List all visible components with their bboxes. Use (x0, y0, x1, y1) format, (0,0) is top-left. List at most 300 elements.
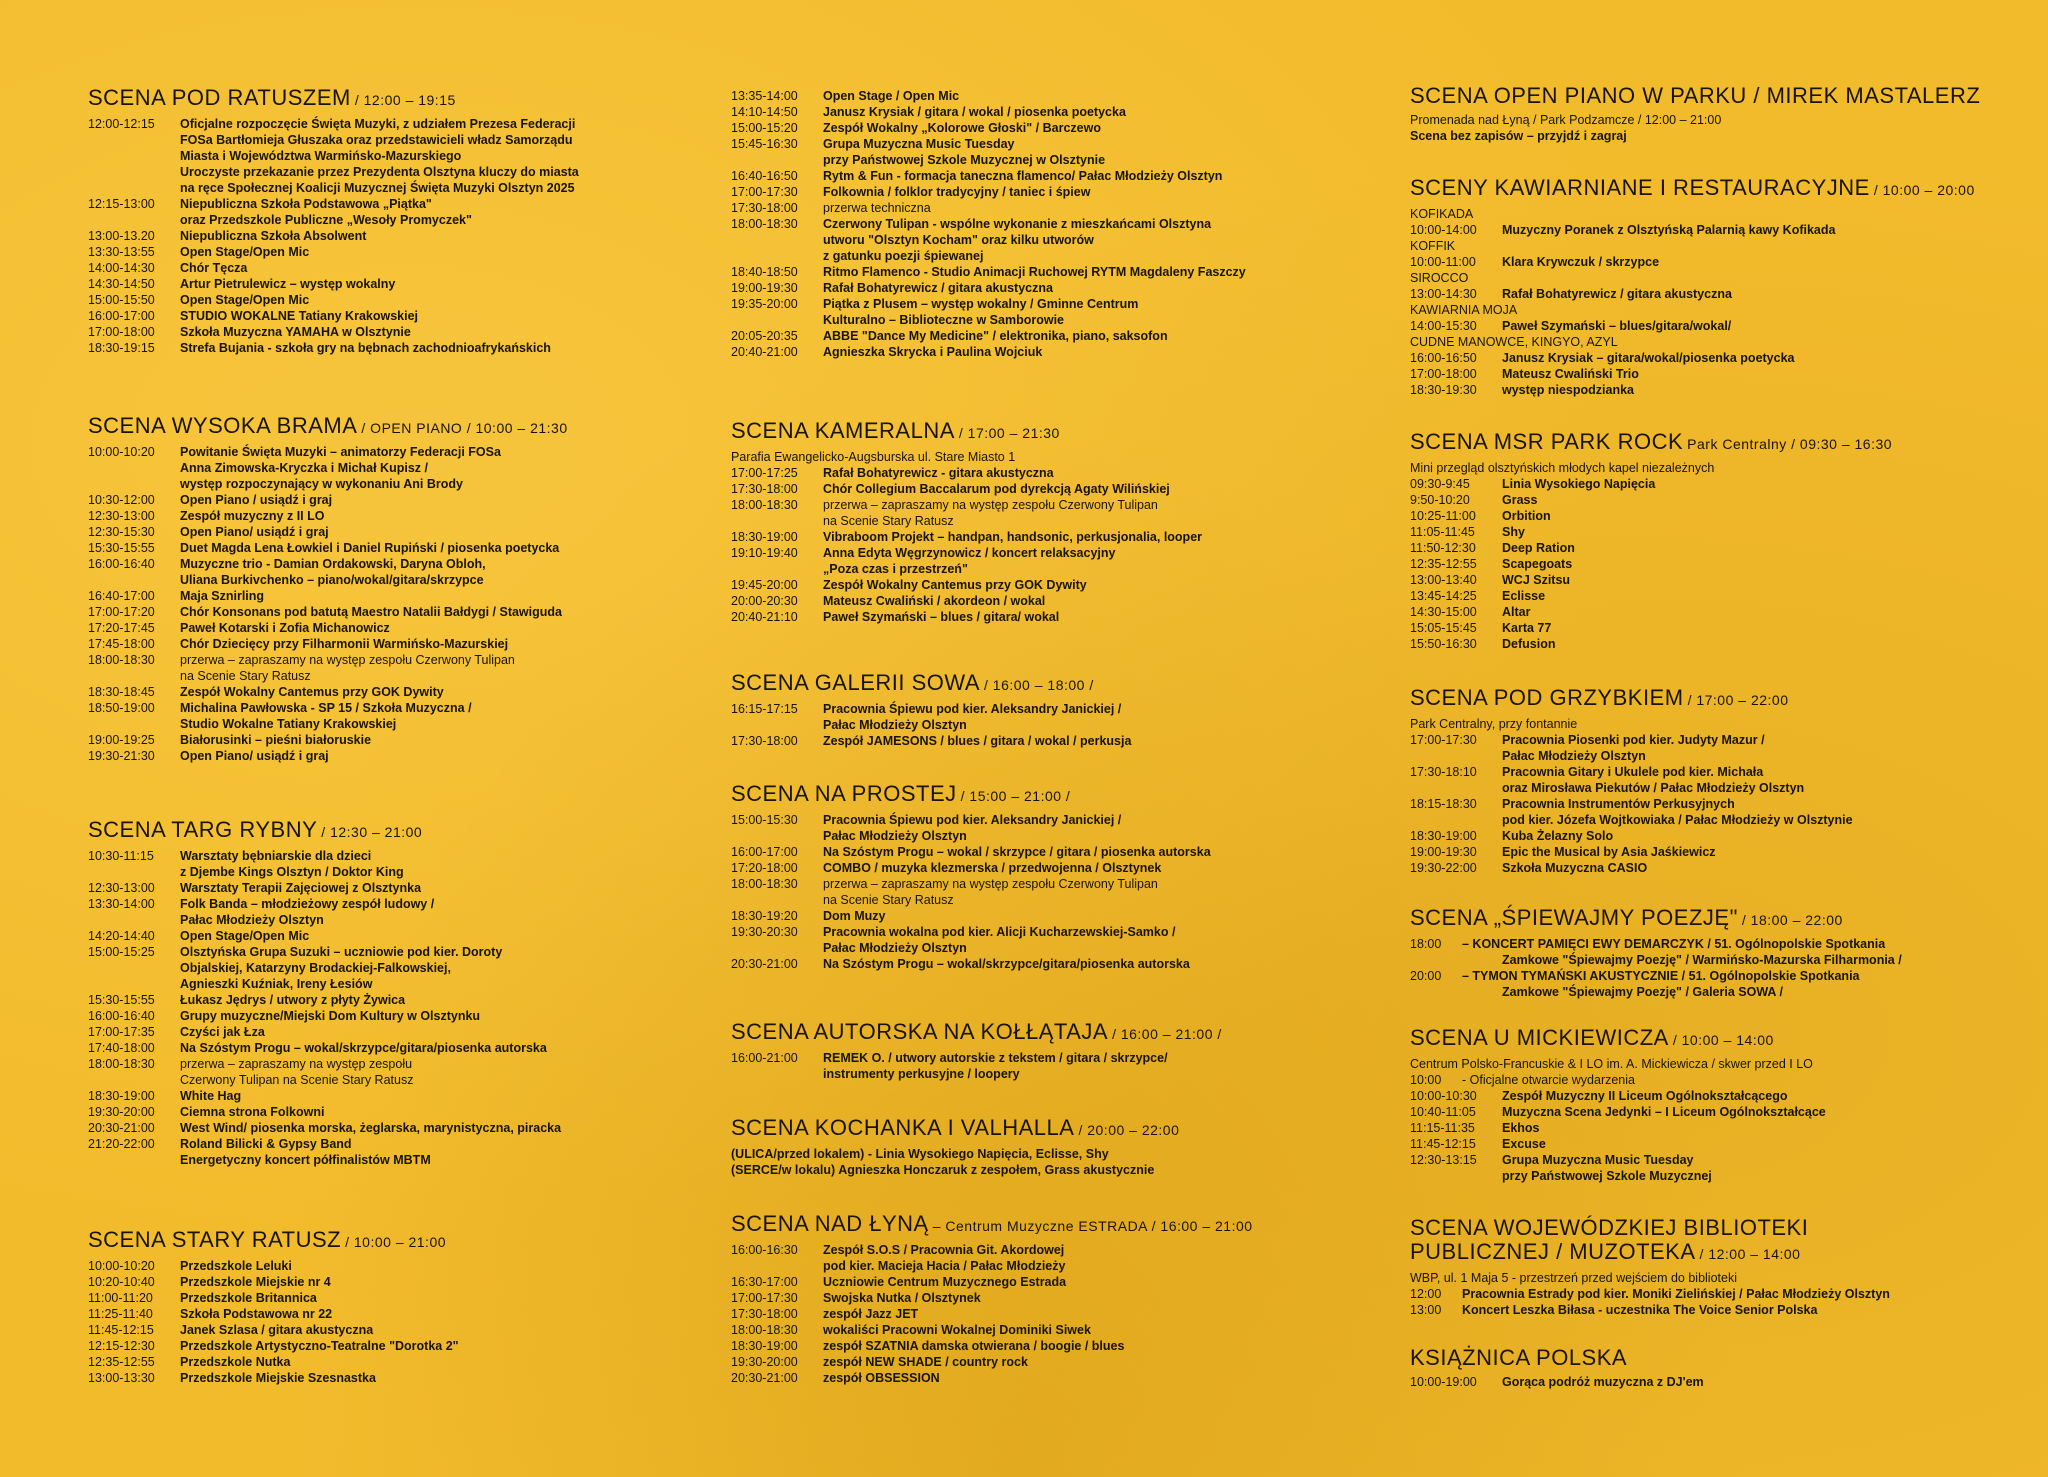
performer: Na Szóstym Progu – wokal/skrzypce/gitara/piosenka autorska (823, 957, 1190, 971)
stage-name: SCENA WYSOKA BRAMA (88, 413, 358, 438)
schedule-row (88, 1040, 708, 1056)
performer: – KONCERT PAMIĘCI EWY DEMARCZYK / 51. Ogólnopolskie Spotkania (1462, 937, 1886, 951)
schedule-row (88, 668, 708, 684)
stage-title (1410, 1346, 2030, 1370)
schedule-row (1410, 524, 2030, 540)
time-slot: 12:30-15:30 (88, 525, 155, 539)
schedule-row (88, 1072, 708, 1088)
time-slot: 16:00-17:00 (88, 309, 155, 323)
stage-title (731, 419, 1371, 445)
schedule-row (88, 1088, 708, 1104)
stage-hours: Park Centralny / 09:30 – 16:30 (1687, 436, 1893, 452)
performer: REMEK O. / utwory autorskie z tekstem / gitara / skrzypce/ (823, 1051, 1168, 1065)
time-slot: 13:45-14:25 (1410, 589, 1477, 603)
schedule-row (1410, 636, 2030, 652)
time-slot: 19:30-21:30 (88, 749, 155, 763)
time-slot: 10:30-11:15 (88, 849, 154, 863)
performer: Pałac Młodzieży Olsztyn (1502, 749, 1646, 763)
time-slot: 12:30-13:00 (88, 881, 155, 895)
schedule-row (731, 593, 1371, 609)
time-slot: 18:00-18:30 (731, 217, 798, 231)
section-kawiarniane (1410, 176, 2030, 398)
schedule-row (88, 196, 708, 212)
time-slot: 14:30-15:00 (1410, 605, 1477, 619)
performer: oraz Mirosława Piekutów / Pałac Młodzieży Olsztyn (1502, 781, 1805, 795)
time-slot (88, 148, 180, 164)
stage-hours: / 16:00 – 18:00 / (984, 677, 1094, 693)
section-wysoka-brama (88, 414, 708, 764)
schedule-row (731, 513, 1371, 529)
performer: Na Szóstym Progu – wokal / skrzypce / gitara / piosenka autorska (823, 845, 1211, 859)
performer: Pracownia Instrumentów Perkusyjnych (1502, 797, 1735, 811)
performer: (SERCE/w lokalu) Agnieszka Honczaruk z zespołem, Grass akustycznie (731, 1163, 1155, 1177)
time-slot: 18:30-19:00 (731, 1339, 798, 1353)
performer: występ niespodzianka (1502, 383, 1634, 397)
performer: Ciemna strona Folkowni (180, 1105, 325, 1119)
performer: przy Państwowej Szkole Muzycznej w Olsztynie (823, 153, 1106, 167)
performer: Koncert Leszka Biłasa - uczestnika The Voice Senior Polska (1462, 1303, 1818, 1317)
performer: przerwa – zapraszamy na występ zespołu Czerwony Tulipan (180, 653, 515, 667)
performer: Artur Pietrulewicz – występ wokalny (180, 277, 396, 291)
section-ratusz-continued (731, 88, 1371, 360)
stage-title (88, 414, 708, 440)
stage-title (1410, 84, 2030, 108)
stage-hours: / 16:00 – 21:00 / (1112, 1026, 1222, 1042)
performer: Uroczyste przekazanie przez Prezydenta Olsztyna kluczy do miasta (180, 165, 579, 179)
stage-hours: / 17:00 – 21:30 (958, 425, 1060, 441)
performer: Zespół Muzyczny II Liceum Ogólnokształcącego (1502, 1089, 1788, 1103)
performer: Agnieszka Skrycka i Paulina Wojciuk (823, 345, 1043, 359)
time-slot: 17:00-17:30 (731, 1291, 798, 1305)
schedule-row (88, 912, 708, 928)
performer: Zespół S.O.S / Pracownia Git. Akordowej (823, 1243, 1065, 1257)
time-slot (88, 716, 180, 732)
performer: Muzyczna Scena Jedynki – I Liceum Ogólnokształcące (1502, 1105, 1826, 1119)
stage-title (1410, 686, 2030, 712)
schedule-row (88, 976, 708, 992)
stage-name-line2: PUBLICZNEJ / MUZOTEKA (1410, 1239, 1696, 1264)
time-slot: 19:00-19:30 (1410, 845, 1477, 859)
stage-location: Promenada nad Łyną / Park Podzamcze / 12:00 – 21:00 (1410, 113, 1722, 127)
performer: Uczniowie Centrum Muzycznego Estrada (823, 1275, 1067, 1289)
performer: Strefa Bujania - szkoła gry na bębnach zachodnioafrykańskich (180, 341, 551, 355)
schedule-row (731, 1066, 1371, 1082)
stage-hours: / 15:00 – 21:00 / (960, 788, 1071, 804)
schedule-row (1410, 1374, 2030, 1390)
time-slot: 18:00 (1410, 937, 1442, 951)
schedule-row (731, 529, 1371, 545)
time-slot: 14:00-14:30 (88, 261, 155, 275)
schedule-row (88, 1024, 708, 1040)
performer: Klara Krywczuk / skrzypce (1502, 255, 1660, 269)
schedule-row (88, 492, 708, 508)
schedule-row (88, 732, 708, 748)
schedule-row (1410, 984, 2030, 1000)
schedule-row (1410, 254, 2030, 270)
time-slot: 11:25-11:40 (88, 1307, 153, 1321)
schedule-row (88, 1290, 708, 1306)
schedule-row (88, 604, 708, 620)
stage-title (88, 818, 708, 844)
performer: Muzyczny Poranek z Olsztyńską Palarnią kawy Kofikada (1502, 223, 1836, 237)
schedule-row (731, 232, 1371, 248)
time-slot (731, 940, 823, 956)
stage-name: SCENA NA PROSTEJ (731, 781, 957, 806)
performer: Ekhos (1502, 1121, 1540, 1135)
time-slot (88, 460, 180, 476)
schedule-row (1410, 476, 2030, 492)
performer: Scena bez zapisów – przyjdź i zagraj (1410, 129, 1627, 143)
schedule-row (88, 1322, 708, 1338)
schedule-row (1410, 1104, 2030, 1120)
schedule-row (88, 260, 708, 276)
time-slot: 17:00-17:35 (88, 1025, 155, 1039)
performer: Anna Zimowska-Kryczka i Michał Kupisz / (180, 461, 428, 475)
performer: Janek Szlasa / gitara akustyczna (180, 1323, 374, 1337)
time-slot: 12:00 (1410, 1287, 1442, 1301)
performer: Epic the Musical by Asia Jaśkiewicz (1502, 845, 1716, 859)
schedule-row (1410, 382, 2030, 398)
schedule-row (731, 1162, 1371, 1178)
schedule-row (88, 1354, 708, 1370)
schedule-row (1410, 1302, 2030, 1318)
schedule-row (88, 1338, 708, 1354)
time-slot: 19:30-20:30 (731, 925, 798, 939)
time-slot: 10:00-10:20 (88, 445, 155, 459)
performer: na Scenie Stary Ratusz (823, 893, 954, 907)
time-slot: 20:30-21:00 (731, 1371, 798, 1385)
performer: na Scenie Stary Ratusz (823, 514, 954, 528)
performer: Agnieszki Kuźniak, Ireny Łesiów (180, 977, 373, 991)
performer: Excuse (1502, 1137, 1546, 1151)
schedule-row (731, 717, 1371, 733)
time-slot: 13:00-13.20 (88, 229, 155, 243)
performer: Pracownia Gitary i Ukulele pod kier. Michała (1502, 765, 1764, 779)
time-slot: 19:00-19:30 (731, 281, 798, 295)
time-slot: 14:00-15:30 (1410, 319, 1477, 333)
time-slot: 12:35-12:55 (88, 1355, 155, 1369)
performer: Orbition (1502, 509, 1551, 523)
schedule-row (88, 132, 708, 148)
performer: Folkownia / folklor tradycyjny / taniec i śpiew (823, 185, 1091, 199)
performer: Białorusinki – pieśni białoruskie (180, 733, 372, 747)
time-slot: 12:35-12:55 (1410, 557, 1477, 571)
performer: Czerwony Tulipan - wspólne wykonanie z mieszkańcami Olsztyna (823, 217, 1212, 231)
schedule-row (731, 328, 1371, 344)
performer: Dom Muzy (823, 909, 886, 923)
performer: ABBE "Dance My Medicine" / elektronika, piano, saksofon (823, 329, 1168, 343)
stage-hours: / OPEN PIANO / 10:00 – 21:30 (361, 420, 568, 436)
time-slot: 10:00-10:30 (1410, 1089, 1477, 1103)
time-slot: 21:20-22:00 (88, 1137, 155, 1151)
time-slot (1410, 1168, 1502, 1184)
performer: Uliana Burkivchenko – piano/wokal/gitara/skrzypce (180, 573, 484, 587)
schedule-row (731, 908, 1371, 924)
schedule-row (1410, 350, 2030, 366)
time-slot: 9:50-10:20 (1410, 493, 1470, 507)
performer: zespół NEW SHADE / country rock (823, 1355, 1028, 1369)
time-slot (1410, 812, 1502, 828)
stage-location: Mini przegląd olsztyńskich młodych kapel niezależnych (1410, 461, 1715, 475)
time-slot: 17:00-18:00 (1410, 367, 1477, 381)
schedule-row (88, 684, 708, 700)
stage-hours: / 10:00 – 20:00 (1873, 182, 1975, 198)
time-slot: 18:00-18:30 (731, 1323, 798, 1337)
section-spiewajmy-poezje (1410, 906, 2030, 1000)
time-slot (88, 912, 180, 928)
performer: Pałac Młodzieży Olsztyn (180, 913, 324, 927)
time-slot: 13:00-14:30 (1410, 287, 1477, 301)
performer: Zespół Wokalny Cantemus przy GOK Dywity (823, 578, 1087, 592)
performer: Zespół JAMESONS / blues / gitara / wokal / perkusja (823, 734, 1132, 748)
stage-location: Park Centralny, przy fontannie (1410, 717, 1578, 731)
performer: WCJ Szitsu (1502, 573, 1571, 587)
performer: Rafał Bohatyrewicz / gitara akustyczna (1502, 287, 1732, 301)
schedule-row (88, 276, 708, 292)
time-slot: 15:50-16:30 (1410, 637, 1477, 651)
time-slot: 19:30-22:00 (1410, 861, 1477, 875)
time-slot (88, 1072, 180, 1088)
schedule-row (88, 540, 708, 556)
time-slot: 18:00-18:30 (731, 498, 798, 512)
performer: przy Państwowej Szkole Muzycznej (1502, 1169, 1712, 1183)
stage-name: SCENA MSR PARK ROCK (1410, 429, 1684, 454)
stage-name: SCENY KAWIARNIANE I RESTAURACYJNE (1410, 175, 1870, 200)
schedule-row (1410, 1168, 2030, 1184)
schedule-row (1410, 1286, 2030, 1302)
time-slot: 11:15-11:35 (1410, 1121, 1475, 1135)
performer: Szkoła Muzyczna CASIO (1502, 861, 1648, 875)
schedule-row (731, 860, 1371, 876)
schedule-row (1410, 812, 2030, 828)
time-slot (88, 960, 180, 976)
schedule-row (1410, 860, 2030, 876)
section-stary-ratusz (88, 1228, 708, 1386)
schedule-row (1410, 844, 2030, 860)
time-slot: 16:00-17:00 (731, 845, 798, 859)
schedule-row (88, 620, 708, 636)
stage-title (731, 1020, 1371, 1046)
schedule-row (731, 296, 1371, 312)
performer: Piątka z Plusem – występ wokalny / Gminne Centrum (823, 297, 1139, 311)
section-kochanka-valhalla (731, 1116, 1371, 1178)
performer: z Djembe Kings Olsztyn / Doktor King (180, 865, 404, 879)
stage-hours: / 12:30 – 21:00 (321, 824, 423, 840)
performer: Grupa Muzyczna Music Tuesday (1502, 1153, 1694, 1167)
schedule-row (88, 588, 708, 604)
stage-name: SCENA OPEN PIANO W PARKU / MIREK MASTALERZ (1410, 83, 1981, 108)
performer: Open Piano/ usiądź i graj (180, 749, 329, 763)
time-slot (731, 232, 823, 248)
performer: Chór Tęcza (180, 261, 248, 275)
time-slot (88, 212, 180, 228)
time-slot: 20:40-21:10 (731, 610, 798, 624)
time-slot: 20:00-20:30 (731, 594, 798, 608)
schedule-row (1410, 604, 2030, 620)
time-slot (731, 892, 823, 908)
stage-hours: / 18:00 – 22:00 (1741, 912, 1843, 928)
time-slot: 19:10-19:40 (731, 546, 798, 560)
performer: Maja Sznirling (180, 589, 265, 603)
stage-location: Centrum Polsko-Francuskie & I LO im. A. Mickiewicza / skwer przed I LO (1410, 1057, 1813, 1071)
time-slot: 10:00-10:20 (88, 1259, 155, 1273)
section-ksiaznica-polska (1410, 1346, 2030, 1390)
time-slot: 10:00-11:00 (1410, 255, 1476, 269)
stage-hours: / 12:00 – 14:00 (1699, 1246, 1801, 1262)
schedule-row (731, 481, 1371, 497)
time-slot: 17:30-18:00 (731, 201, 798, 215)
time-slot: 16:40-17:00 (88, 589, 155, 603)
schedule-row (731, 733, 1371, 749)
schedule-row (88, 324, 708, 340)
performer: White Hag (180, 1089, 242, 1103)
schedule-row (731, 892, 1371, 908)
schedule-row (731, 264, 1371, 280)
schedule-row (731, 1354, 1371, 1370)
performer: utworu "Olsztyn Kocham" oraz kilku utworów (823, 233, 1094, 247)
schedule-row (731, 701, 1371, 717)
time-slot: 18:30-19:00 (1410, 829, 1477, 843)
time-slot: 18:30-19:15 (88, 341, 155, 355)
performer: Roland Bilicki & Gypsy Band (180, 1137, 352, 1151)
time-slot (1410, 952, 1502, 968)
performer: oraz Przedszkole Publiczne „Wesoły Promyczek" (180, 213, 472, 227)
time-slot (731, 312, 823, 328)
schedule-row (731, 545, 1371, 561)
schedule-row (1410, 732, 2030, 748)
performer: na ręce Społecznej Koalicji Muzycznej Święta Muzyki Olsztyn 2025 (180, 181, 575, 195)
schedule-row (88, 928, 708, 944)
stage-title (731, 782, 1371, 808)
schedule-row (1410, 764, 2030, 780)
performer: przerwa – zapraszamy na występ zespołu Czerwony Tulipan (823, 877, 1158, 891)
time-slot (1410, 984, 1502, 1000)
performer: Zespół Wokalny „Kolorowe Głoski" / Barczewo (823, 121, 1101, 135)
time-slot: 10:30-12:00 (88, 493, 155, 507)
schedule-row (731, 200, 1371, 216)
schedule-row (731, 1242, 1371, 1258)
time-slot: 16:30-17:00 (731, 1275, 798, 1289)
performer: Oficjalne rozpoczęcie Święta Muzyki, z udziałem Prezesa Federacji (180, 117, 576, 131)
performer: (ULICA/przed lokalem) - Linia Wysokiego Napięcia, Eclisse, Shy (731, 1147, 1109, 1161)
schedule-row (731, 828, 1371, 844)
stage-name: SCENA GALERII SOWA (731, 670, 981, 695)
schedule-row (1410, 936, 2030, 952)
stage-location: WBP, ul. 1 Maja 5 - przestrzeń przed wejściem do biblioteki (1410, 1271, 1737, 1285)
stage-title (1410, 1216, 2030, 1266)
schedule-row (88, 1306, 708, 1322)
schedule-row (731, 1050, 1371, 1066)
performer: Kulturalno – Biblioteczne w Samborowie (823, 313, 1065, 327)
time-slot: 14:20-14:40 (88, 929, 155, 943)
time-slot: 17:30-18:00 (731, 734, 798, 748)
performer: Studio Wokalne Tatiany Krakowskiej (180, 717, 397, 731)
schedule-row (1410, 968, 2030, 984)
performer: Przedszkole Miejskie nr 4 (180, 1275, 331, 1289)
time-slot (731, 513, 823, 529)
schedule-row (88, 700, 708, 716)
time-slot (1410, 748, 1502, 764)
schedule-row (88, 960, 708, 976)
stage-name: SCENA NAD ŁYNĄ (731, 1211, 929, 1236)
schedule-row (88, 572, 708, 588)
time-slot (731, 717, 823, 733)
schedule-row (1410, 366, 2030, 382)
performer: Zamkowe "Śpiewajmy Poezję" / Warmińsko-Mazurska Filharmonia / (1502, 953, 1902, 967)
schedule-row (88, 636, 708, 652)
schedule-row (731, 956, 1371, 972)
performer: Paweł Kotarski i Zofia Michanowicz (180, 621, 390, 635)
stage-hours: / 10:00 – 21:00 (345, 1234, 447, 1250)
time-slot: 16:00-16:50 (1410, 351, 1477, 365)
performer: COMBO / muzyka klezmerska / przedwojenna / Olsztynek (823, 861, 1162, 875)
stage-title (88, 86, 708, 112)
time-slot: 16:40-16:50 (731, 169, 798, 183)
venue-name: KAWIARNIA MOJA (1410, 303, 1518, 317)
venue-name: SIROCCO (1410, 271, 1469, 285)
schedule-row (731, 312, 1371, 328)
schedule-row (88, 1120, 708, 1136)
stage-name: SCENA POD RATUSZEM (88, 85, 351, 110)
schedule-row (731, 924, 1371, 940)
performer: Anna Edyta Węgrzynowicz / koncert relaksacyjny (823, 546, 1116, 560)
schedule-row (1410, 1072, 2030, 1088)
stage-hours: / 17:00 – 22:00 (1687, 692, 1789, 708)
time-slot (731, 1066, 823, 1082)
time-slot: 12:00-12:15 (88, 117, 155, 131)
time-slot (88, 1152, 180, 1168)
performer: instrumenty perkusyjne / loopery (823, 1067, 1020, 1081)
schedule-row (731, 609, 1371, 625)
time-slot: 17:00-17:30 (731, 185, 798, 199)
performer: wokaliści Pracowni Wokalnej Dominiki Siwek (823, 1323, 1091, 1337)
time-slot: 10:00-14:00 (1410, 223, 1477, 237)
section-pod-grzybkiem (1410, 686, 2030, 876)
section-open-piano-park (1410, 84, 2030, 144)
performer: Warsztaty bębniarskie dla dzieci (180, 849, 372, 863)
schedule-row (1410, 222, 2030, 238)
schedule-row (1410, 572, 2030, 588)
time-slot (88, 864, 180, 880)
time-slot (88, 476, 180, 492)
performer: Przedszkole Nutka (180, 1355, 291, 1369)
schedule-row (88, 992, 708, 1008)
performer: pod kier. Macieja Hacia / Pałac Młodzieży (823, 1259, 1066, 1273)
time-slot: 19:45-20:00 (731, 578, 798, 592)
stage-hours: – Centrum Muzyczne ESTRADA / 16:00 – 21:00 (932, 1218, 1253, 1234)
performer: Pracownia Śpiewu pod kier. Aleksandry Janickiej / (823, 702, 1122, 716)
time-slot: 13:00 (1410, 1303, 1442, 1317)
schedule-row (88, 292, 708, 308)
time-slot: 11:05-11:45 (1410, 525, 1475, 539)
performer: Rytm & Fun - formacja taneczna flamenco/ Pałac Młodzieży Olsztyn (823, 169, 1223, 183)
schedule-row (88, 164, 708, 180)
time-slot: 17:40-18:00 (88, 1041, 155, 1055)
performer: Vibraboom Projekt – handpan, handsonic, perkusjonalia, looper (823, 530, 1203, 544)
performer: Pracownia Estrady pod kier. Moniki Zielińskiej / Pałac Młodzieży Olsztyn (1462, 1287, 1890, 1301)
time-slot: 13:30-13:55 (88, 245, 155, 259)
performer: Niepubliczna Szkoła Podstawowa „Piątka" (180, 197, 432, 211)
schedule-row (88, 1008, 708, 1024)
time-slot: 12:15-13:00 (88, 197, 155, 211)
schedule-row (88, 180, 708, 196)
performer: Open Stage/Open Mic (180, 245, 310, 259)
performer: zespół OBSESSION (823, 1371, 940, 1385)
schedule-row (731, 1338, 1371, 1354)
time-slot: 17:00-18:00 (88, 325, 155, 339)
time-slot: 09:30-9:45 (1410, 477, 1470, 491)
schedule-row (1410, 556, 2030, 572)
